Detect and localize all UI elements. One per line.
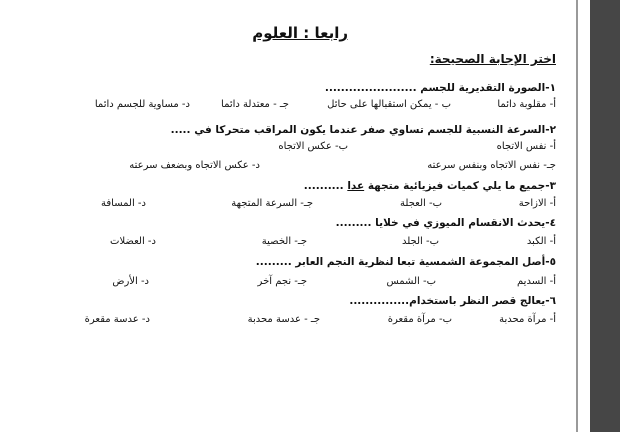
section-title: رابعا : العلوم <box>252 24 348 42</box>
question-3-option-a: أ- الازاحة <box>518 198 556 209</box>
question-4-option-a: أ- الكبد <box>526 236 556 247</box>
question-2-option-a: أ- نفس الاتجاه <box>496 141 556 152</box>
question-4-option-d: د- العضلات <box>110 236 156 247</box>
question-4: ٤-يحدث الانقسام الميوزي في خلايا ......... <box>335 217 556 229</box>
question-1-option-a: أ- مقلوبة دائما <box>497 99 556 110</box>
instruction-heading: اختر الإجابة الصحيحة: <box>429 52 556 66</box>
question-1: ١-الصورة التقديرية للجسم ....................... <box>324 82 556 94</box>
question-2-option-d: د- عكس الاتجاه وبضعف سرعته <box>129 160 260 171</box>
question-5-option-c: جـ- نجم آخر <box>257 276 307 287</box>
question-3-text: ٣-جميع ما يلي كميات فيزيائية متجهة <box>367 180 556 192</box>
question-6-option-d: د- عدسة مقعرة <box>84 314 150 325</box>
question-6-option-a: أ- مرآة محدبة <box>499 314 556 325</box>
question-6-option-c: جـ - عدسة محدبة <box>247 314 320 325</box>
question-5-option-d: د- الأرض <box>112 276 149 287</box>
question-2: ٢-السرعة النسبية للجسم تساوي صفر عندما يكون المراقب متحركا في ..... <box>170 124 556 136</box>
question-1-option-b: ب - يمكن استقبالها على حائل <box>327 99 451 110</box>
question-4-option-c: جـ- الخصية <box>261 236 307 247</box>
viewer-side-panel <box>590 0 620 432</box>
question-3-option-d: د- المسافة <box>101 198 146 209</box>
question-5-option-b: ب- الشمس <box>386 276 436 287</box>
page-edge-border <box>576 0 578 432</box>
question-3-except-word: عدا <box>347 180 365 192</box>
question-3-option-b: ب- العجلة <box>400 198 442 209</box>
question-3 <box>304 180 556 192</box>
question-4-option-b: ب- الجلد <box>401 236 439 247</box>
question-6-option-b: ب- مرآة مقعرة <box>387 314 452 325</box>
question-3-dots: .......... <box>303 180 344 192</box>
question-1-option-d: د- مساوية للجسم دائما <box>94 99 190 110</box>
question-1-option-c: جـ - معتدلة دائما <box>221 99 289 110</box>
question-2-option-b: ب- عكس الاتجاه <box>278 141 348 152</box>
question-5-option-a: أ- السديم <box>517 276 556 287</box>
question-2-option-c: جـ- نفس الاتجاه وبنفس سرعته <box>427 160 556 171</box>
question-3-option-c: جـ- السرعة المتجهة <box>231 198 313 209</box>
question-5: ٥-أصل المجموعة الشمسية تبعا لنظرية النجم العابر ......... <box>255 256 556 268</box>
question-6: ٦-يعالج قصر النظر باستخدام............... <box>349 295 556 307</box>
